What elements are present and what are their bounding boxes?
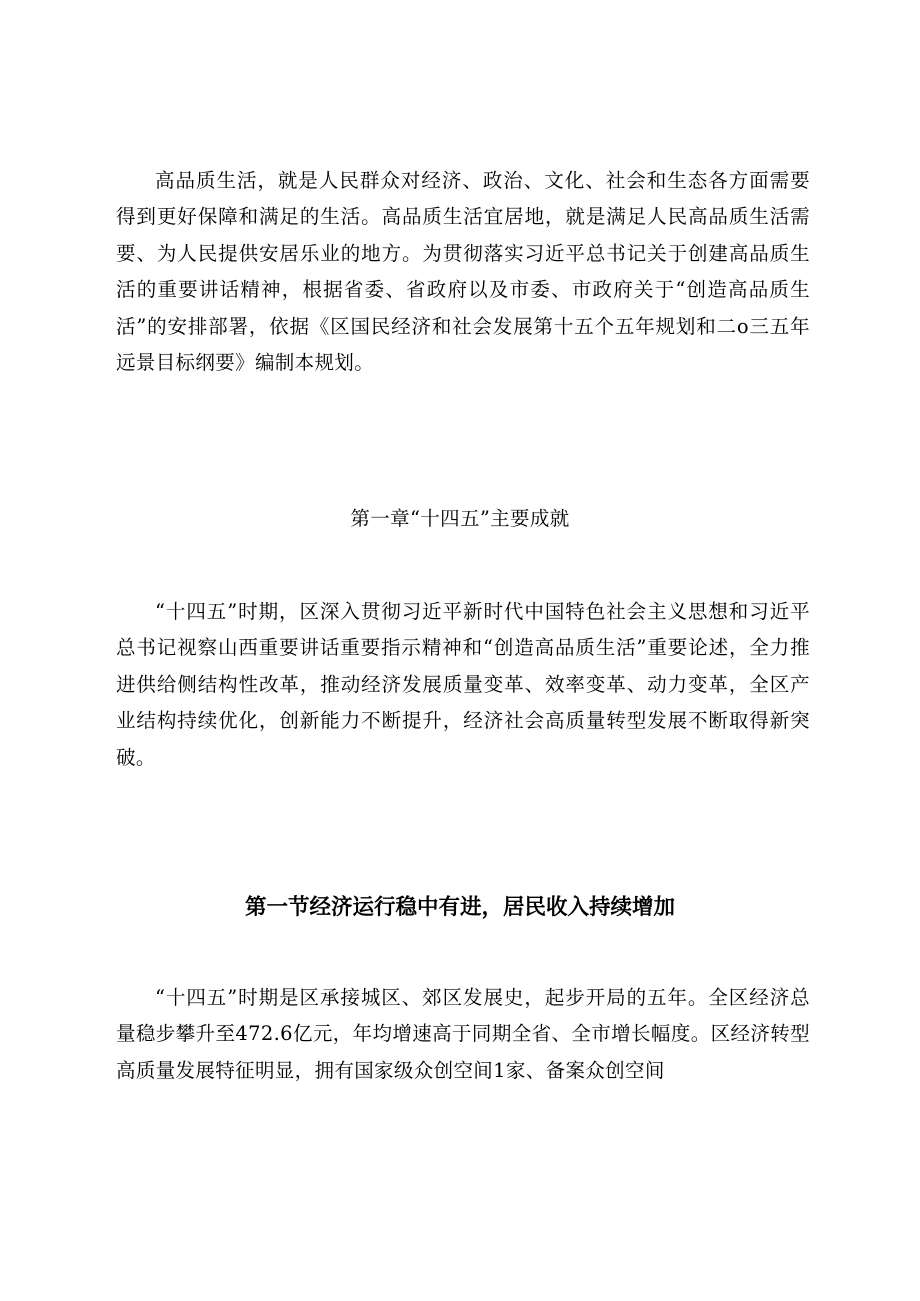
- chapter-paragraph: “十四五”时期，区深入贯彻习近平新时代中国特色社会主义思想和习近平总书记视察山西重要讲话重要指示精神和“创造高品质生活”重要论述，全力推进供给侧结构性改革，推动经济发展质量变革、效率变革、动力变革，全区产业结构持续优化，创新能力不断提升，经济社会高质量转型发展不断取得新突破。: [116, 600, 810, 769]
- chapter-title: 第一章“十四五”主要成就: [350, 507, 570, 530]
- section-title: 第一节经济运行稳中有进，居民收入持续增加: [244, 895, 675, 920]
- intro-paragraph: 高品质生活，就是人民群众对经济、政治、文化、社会和生态各方面需要得到更好保障和满足的生活。高品质生活宜居地，就是满足人民高品质生活需要、为人民提供安居乐业的地方。为贯彻落实习近平总书记关于创建高品质生活的重要讲话精神，根据省委、省政府以及市委、市政府关于“创造高品质生活”的安排部署，依据《区国民经济和社会发展第十五个五年规划和二o三五年远景目标纲要》编制本规划。: [116, 169, 810, 375]
- section-paragraph: “十四五”时期是区承接城区、郊区发展史，起步开局的五年。全区经济总量稳步攀升至472.6亿元，年均增速高于同期全省、全市增长幅度。区经济转型高质量发展特征明显，拥有国家级众创空间1家、备案众创空间: [116, 986, 810, 1082]
